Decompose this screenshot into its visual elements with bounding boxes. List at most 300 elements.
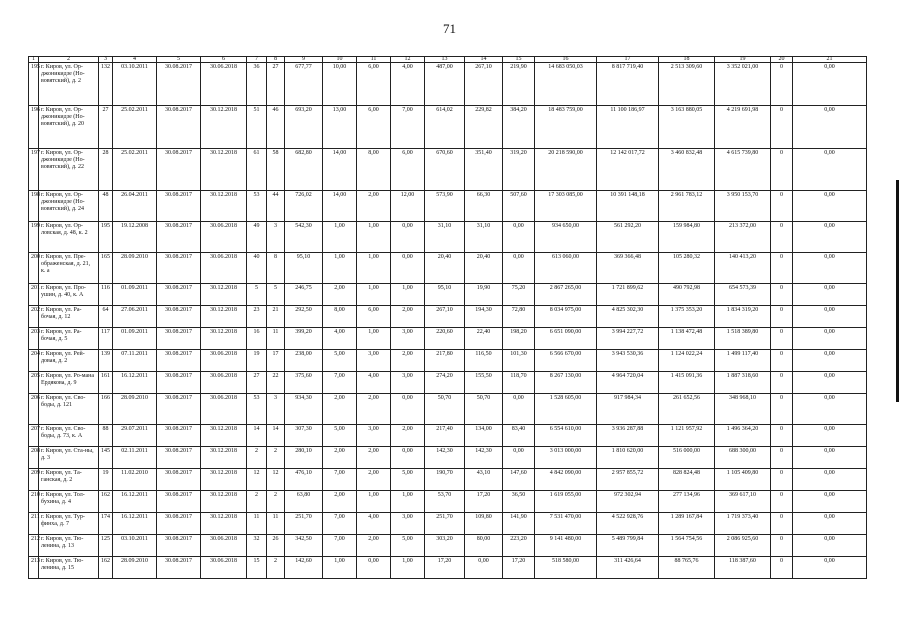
table-cell: 11 100 186,97 [597, 106, 659, 149]
table-cell: 208 [29, 447, 39, 469]
table-cell: 202 [29, 306, 39, 328]
table-cell: 6,00 [391, 149, 425, 191]
table-cell: 0,00 [793, 149, 867, 191]
table-cell: 5,00 [323, 425, 357, 447]
table-cell: 11.02.2010 [113, 469, 157, 491]
table-cell: 210 [29, 491, 39, 513]
column-number-cell: 19 [715, 57, 771, 63]
address-cell: г. Киров, ул. Ра-бочая, д. 5 [39, 328, 99, 350]
table-cell: 7,00 [323, 535, 357, 557]
table-cell: 30.08.2017 [157, 372, 201, 394]
table-cell: 1 375 353,20 [659, 306, 715, 328]
table-cell: 1 719 373,40 [715, 513, 771, 535]
table-cell: 30.12.2018 [201, 191, 247, 222]
table-cell: 23 [247, 306, 267, 328]
table-cell: 223,20 [503, 535, 535, 557]
table-cell: 142,30 [425, 447, 465, 469]
table-cell: 198,20 [503, 328, 535, 350]
table-cell: 614,02 [425, 106, 465, 149]
table-cell: 274,20 [425, 372, 465, 394]
table-row [29, 149, 867, 191]
table-cell: 20 218 590,00 [535, 149, 597, 191]
table-cell: 217,80 [425, 350, 465, 372]
table-cell: 16.12.2011 [113, 372, 157, 394]
table-cell: 1,00 [391, 284, 425, 306]
table-cell: 88 765,76 [659, 557, 715, 579]
table-cell: 95,10 [425, 284, 465, 306]
table-cell: 30.06.2018 [201, 350, 247, 372]
table-cell: 1,00 [391, 491, 425, 513]
table-cell: 19,90 [465, 284, 503, 306]
table-cell: 162 [99, 491, 113, 513]
table-cell: 30.08.2017 [157, 469, 201, 491]
column-number-cell: 16 [535, 57, 597, 63]
table-cell: 30.06.2018 [201, 253, 247, 284]
table-cell: 9 141 480,00 [535, 535, 597, 557]
table-cell: 116,50 [465, 350, 503, 372]
table-cell: 49 [247, 222, 267, 253]
table-cell: 6,00 [357, 63, 391, 106]
table-cell: 934,30 [285, 394, 323, 425]
table-cell: 6 554 610,00 [535, 425, 597, 447]
table-cell: 1,00 [323, 222, 357, 253]
table-cell: 1,00 [391, 557, 425, 579]
table-cell: 1,00 [357, 253, 391, 284]
table-cell: 213 372,00 [715, 222, 771, 253]
table-cell: 213 [29, 557, 39, 579]
table-cell: 0,00 [793, 284, 867, 306]
table-cell: 6 566 670,00 [535, 350, 597, 372]
address-cell: г. Киров, ул. Ра-бочая, д. 12 [39, 306, 99, 328]
table-cell: 50,70 [425, 394, 465, 425]
table-cell: 30.06.2018 [201, 535, 247, 557]
table-cell: 917 984,34 [597, 394, 659, 425]
column-number-cell: 9 [285, 57, 323, 63]
table-cell: 1 564 754,56 [659, 535, 715, 557]
table-cell: 4,00 [323, 328, 357, 350]
table-cell: 53 [247, 394, 267, 425]
table-cell: 8,00 [323, 306, 357, 328]
table-cell: 0,00 [793, 222, 867, 253]
table-cell: 28.09.2010 [113, 253, 157, 284]
column-number-cell: 7 [247, 57, 267, 63]
address-cell: г. Киров, ул. Тю-ленина, д. 15 [39, 557, 99, 579]
address-cell: г. Киров, ул. Пре-ображенская, д. 21, к. а [39, 253, 99, 284]
table-row [29, 328, 867, 350]
table-row [29, 350, 867, 372]
table-cell: 201 [29, 284, 39, 306]
table-cell: 142,60 [285, 557, 323, 579]
address-cell: г. Киров, ул. Сво-боды, д. 73, к. А [39, 425, 99, 447]
table-cell: 3 [267, 394, 285, 425]
address-cell: г. Киров, ул. Тур-финха, д. 7 [39, 513, 99, 535]
table-cell: 2,00 [357, 535, 391, 557]
table-cell: 1,00 [357, 491, 391, 513]
table-cell: 476,10 [285, 469, 323, 491]
table-cell: 43,10 [465, 469, 503, 491]
table-cell: 2,00 [357, 469, 391, 491]
table-cell: 01.09.2011 [113, 328, 157, 350]
table-cell: 1 496 364,20 [715, 425, 771, 447]
table-cell: 17 303 085,00 [535, 191, 597, 222]
table-cell: 13,00 [323, 106, 357, 149]
table-cell: 1 834 319,20 [715, 306, 771, 328]
table-cell: 46 [267, 106, 285, 149]
table-cell: 2,00 [357, 447, 391, 469]
table-cell: 53,70 [425, 491, 465, 513]
table-cell: 50,70 [465, 394, 503, 425]
table-cell: 613 060,00 [535, 253, 597, 284]
table-cell: 251,70 [425, 513, 465, 535]
table-cell: 0 [771, 491, 793, 513]
table-cell: 11 [247, 513, 267, 535]
table-cell: 3 994 227,72 [597, 328, 659, 350]
table-cell: 0,00 [391, 447, 425, 469]
table-cell: 0 [771, 328, 793, 350]
table-cell: 487,00 [425, 63, 465, 106]
table-cell: 1 810 620,00 [597, 447, 659, 469]
table-cell: 75,20 [503, 284, 535, 306]
table-cell: 2 867 265,00 [535, 284, 597, 306]
table-cell: 14 683 050,03 [535, 63, 597, 106]
table-cell: 30.06.2018 [201, 372, 247, 394]
table-cell: 5,00 [323, 350, 357, 372]
table-cell: 204 [29, 350, 39, 372]
table-cell: 48 [99, 191, 113, 222]
table-cell: 2 961 783,12 [659, 191, 715, 222]
table-cell: 30.12.2018 [201, 306, 247, 328]
address-cell: г. Киров, ул. Тю-ленина, д. 13 [39, 535, 99, 557]
table-cell: 166 [99, 394, 113, 425]
table-cell: 677,77 [285, 63, 323, 106]
table-cell: 212 [29, 535, 39, 557]
table-cell: 30.08.2017 [157, 191, 201, 222]
table-cell: 1,00 [357, 222, 391, 253]
address-cell: г. Киров, ул. Ор-джоникидзе (Но-вовятский), д. 24 [39, 191, 99, 222]
table-cell: 670,60 [425, 149, 465, 191]
table-cell: 30.12.2018 [201, 447, 247, 469]
table-cell: 30.12.2018 [201, 469, 247, 491]
table-cell: 25.02.2011 [113, 149, 157, 191]
table-cell: 30.06.2018 [201, 557, 247, 579]
table-cell: 2 [267, 557, 285, 579]
table-cell: 0,00 [503, 222, 535, 253]
table-cell: 30.08.2017 [157, 63, 201, 106]
table-cell: 4,00 [357, 372, 391, 394]
table-cell: 1,00 [323, 557, 357, 579]
table-cell: 0 [771, 306, 793, 328]
table-cell: 0,00 [503, 394, 535, 425]
table-cell: 211 [29, 513, 39, 535]
table-cell: 30.08.2017 [157, 222, 201, 253]
table-cell: 15 [247, 557, 267, 579]
table-cell: 5 [267, 284, 285, 306]
table-cell: 30.12.2018 [201, 491, 247, 513]
table-cell: 351,40 [465, 149, 503, 191]
table-cell: 31,10 [425, 222, 465, 253]
table-cell: 934 650,00 [535, 222, 597, 253]
table-row [29, 222, 867, 253]
table-cell: 63,80 [285, 491, 323, 513]
table-cell: 0,00 [503, 253, 535, 284]
table-cell: 80,00 [465, 535, 503, 557]
table-cell: 36,50 [503, 491, 535, 513]
table-cell: 292,50 [285, 306, 323, 328]
table-cell: 4,00 [391, 63, 425, 106]
table-cell: 2,00 [323, 284, 357, 306]
table-row [29, 535, 867, 557]
table-cell: 28.09.2010 [113, 394, 157, 425]
table-cell: 0,00 [391, 222, 425, 253]
column-number-cell: 5 [157, 57, 201, 63]
table-cell: 3 460 832,48 [659, 149, 715, 191]
table-cell: 17 [267, 350, 285, 372]
table-cell: 7,00 [323, 469, 357, 491]
table-cell: 205 [29, 372, 39, 394]
table-cell: 2 [267, 447, 285, 469]
table-cell: 2,00 [357, 191, 391, 222]
table-cell: 30.08.2017 [157, 425, 201, 447]
address-cell: г. Киров, ул. Ро-мана Ердякова, д. 9 [39, 372, 99, 394]
table-cell: 2,00 [323, 394, 357, 425]
table-cell: 30.06.2018 [201, 394, 247, 425]
table-cell: 0 [771, 372, 793, 394]
table-cell: 125 [99, 535, 113, 557]
table-cell: 1 138 472,48 [659, 328, 715, 350]
table-cell: 2,00 [323, 447, 357, 469]
table-cell: 3,00 [357, 425, 391, 447]
table-cell: 12,00 [391, 191, 425, 222]
table-cell: 14 [267, 425, 285, 447]
table-cell: 8,00 [357, 149, 391, 191]
table-cell: 342,50 [285, 535, 323, 557]
table-cell: 0 [771, 394, 793, 425]
table-cell: 688 300,00 [715, 447, 771, 469]
table-cell: 384,20 [503, 106, 535, 149]
column-number-cell: 17 [597, 57, 659, 63]
table-cell: 190,70 [425, 469, 465, 491]
table-cell: 220,60 [425, 328, 465, 350]
table-cell: 30.08.2017 [157, 306, 201, 328]
table-cell: 5,00 [391, 469, 425, 491]
table-cell: 238,00 [285, 350, 323, 372]
table-cell: 30.06.2018 [201, 63, 247, 106]
table-row [29, 513, 867, 535]
table-cell: 3 163 880,05 [659, 106, 715, 149]
table-cell: 828 824,48 [659, 469, 715, 491]
address-cell: г. Киров, ул. Сво-боды, д. 121 [39, 394, 99, 425]
table-cell: 4 842 090,00 [535, 469, 597, 491]
table-cell: 197 [29, 149, 39, 191]
table-cell: 194,30 [465, 306, 503, 328]
table-cell: 19.12.2008 [113, 222, 157, 253]
table-cell: 726,02 [285, 191, 323, 222]
table-cell: 30.08.2017 [157, 350, 201, 372]
table-cell: 2,00 [391, 306, 425, 328]
table-cell: 30.08.2017 [157, 394, 201, 425]
table-cell: 26 [267, 535, 285, 557]
table-cell: 199 [29, 222, 39, 253]
table-cell: 2 086 925,60 [715, 535, 771, 557]
table-row [29, 106, 867, 149]
table-cell: 17,20 [503, 557, 535, 579]
table-cell: 17,20 [465, 491, 503, 513]
table-cell: 5 489 799,84 [597, 535, 659, 557]
table-cell: 30.08.2017 [157, 535, 201, 557]
table-cell: 0 [771, 284, 793, 306]
table-cell: 4 219 691,98 [715, 106, 771, 149]
table-cell: 1 415 091,36 [659, 372, 715, 394]
column-number-cell: 13 [425, 57, 465, 63]
address-cell: г. Киров, ул. Ор-ловская, д. 48, к. 2 [39, 222, 99, 253]
table-cell: 490 792,98 [659, 284, 715, 306]
table-cell: 30.12.2018 [201, 513, 247, 535]
table-cell: 16 [247, 328, 267, 350]
table-cell: 307,30 [285, 425, 323, 447]
table-cell: 1 499 117,40 [715, 350, 771, 372]
table-cell: 165 [99, 253, 113, 284]
address-cell: г. Киров, ул. Ор-джоникидзе (Но-вовятский), д. 20 [39, 106, 99, 149]
table-cell: 1 518 389,80 [715, 328, 771, 350]
table-cell: 0,00 [793, 328, 867, 350]
table-cell: 174 [99, 513, 113, 535]
table-cell: 58 [267, 149, 285, 191]
table-cell: 29.07.2011 [113, 425, 157, 447]
table-cell: 30.06.2018 [201, 222, 247, 253]
table-cell: 0,00 [357, 557, 391, 579]
table-cell: 141,90 [503, 513, 535, 535]
table-cell: 375,60 [285, 372, 323, 394]
table-cell: 1 528 605,00 [535, 394, 597, 425]
table-cell: 0,00 [793, 469, 867, 491]
table-cell: 8 817 719,40 [597, 63, 659, 106]
table-cell: 30.08.2017 [157, 328, 201, 350]
page-number: 71 [443, 21, 456, 36]
table-cell: 203 [29, 328, 39, 350]
column-number-cell: 3 [99, 57, 113, 63]
table-cell: 2 [247, 447, 267, 469]
table-cell: 30.08.2017 [157, 106, 201, 149]
table-cell: 3,00 [357, 350, 391, 372]
table-cell: 1 121 957,92 [659, 425, 715, 447]
table-cell: 30.12.2018 [201, 149, 247, 191]
table-cell: 0,00 [503, 447, 535, 469]
column-number-cell: 4 [113, 57, 157, 63]
table-row [29, 63, 867, 106]
table-cell: 277 134,96 [659, 491, 715, 513]
table-cell: 219,90 [503, 63, 535, 106]
table-cell: 7,00 [391, 106, 425, 149]
table-cell: 6,00 [357, 306, 391, 328]
table-cell: 3 936 287,88 [597, 425, 659, 447]
table-cell: 8 034 975,00 [535, 306, 597, 328]
table-cell: 109,80 [465, 513, 503, 535]
table-cell: 8 267 130,00 [535, 372, 597, 394]
table-cell: 105 280,32 [659, 253, 715, 284]
table-cell: 267,10 [465, 63, 503, 106]
table-cell: 369 617,10 [715, 491, 771, 513]
table-cell: 02.11.2011 [113, 447, 157, 469]
table-row [29, 191, 867, 222]
table-cell: 5 [247, 284, 267, 306]
table-cell: 4 615 739,80 [715, 149, 771, 191]
table-cell: 3 352 021,00 [715, 63, 771, 106]
table-cell: 303,20 [425, 535, 465, 557]
address-cell: г. Киров, ул. Рей-довая, д. 2 [39, 350, 99, 372]
table-cell: 28.09.2010 [113, 557, 157, 579]
table-cell: 19 [247, 350, 267, 372]
table-cell: 27 [267, 63, 285, 106]
address-cell: г. Киров, ул. Ста-ны, д. 3 [39, 447, 99, 469]
table-cell: 140 413,20 [715, 253, 771, 284]
table-cell: 0,00 [793, 491, 867, 513]
table-row [29, 557, 867, 579]
table-cell: 2 513 309,60 [659, 63, 715, 106]
table-cell: 1 124 022,24 [659, 350, 715, 372]
table-cell: 206 [29, 394, 39, 425]
table-cell: 28 [99, 149, 113, 191]
table-cell: 0,00 [793, 63, 867, 106]
table-cell: 399,20 [285, 328, 323, 350]
table-cell: 53 [247, 191, 267, 222]
table-cell: 682,80 [285, 149, 323, 191]
table-cell: 0,00 [391, 253, 425, 284]
table-cell: 101,30 [503, 350, 535, 372]
table-cell: 0,00 [391, 394, 425, 425]
table-cell: 195 [99, 222, 113, 253]
table-cell: 0 [771, 222, 793, 253]
table-cell: 8 [267, 253, 285, 284]
table-cell: 32 [247, 535, 267, 557]
table-cell: 155,50 [465, 372, 503, 394]
table-cell: 229,82 [465, 106, 503, 149]
column-number-cell: 15 [503, 57, 535, 63]
table-cell: 64 [99, 306, 113, 328]
table-cell: 0,00 [793, 350, 867, 372]
table-cell: 0 [771, 149, 793, 191]
column-number-cell: 20 [771, 57, 793, 63]
table-cell: 10 391 148,18 [597, 191, 659, 222]
table-cell: 251,70 [285, 513, 323, 535]
register-table-body [29, 57, 867, 579]
table-cell: 12 142 017,72 [597, 149, 659, 191]
table-cell: 3 943 530,36 [597, 350, 659, 372]
table-cell: 1 289 167,84 [659, 513, 715, 535]
table-cell: 319,20 [503, 149, 535, 191]
table-cell: 0,00 [793, 557, 867, 579]
table-cell: 0 [771, 513, 793, 535]
table-cell: 561 292,20 [597, 222, 659, 253]
table-cell: 3 [267, 222, 285, 253]
table-cell: 507,60 [503, 191, 535, 222]
table-cell: 0 [771, 535, 793, 557]
table-cell: 516 000,00 [659, 447, 715, 469]
table-cell: 117 [99, 328, 113, 350]
table-cell: 209 [29, 469, 39, 491]
table-cell: 83,40 [503, 425, 535, 447]
table-cell: 7,00 [323, 513, 357, 535]
table-cell: 30.08.2017 [157, 284, 201, 306]
table-cell: 30.08.2017 [157, 149, 201, 191]
table-cell: 36 [247, 63, 267, 106]
table-cell: 30.08.2017 [157, 491, 201, 513]
table-row [29, 394, 867, 425]
table-cell: 2,00 [357, 394, 391, 425]
table-row [29, 469, 867, 491]
table-cell: 0,00 [793, 372, 867, 394]
table-cell: 11 [267, 328, 285, 350]
scan-edge-mark [896, 180, 899, 402]
